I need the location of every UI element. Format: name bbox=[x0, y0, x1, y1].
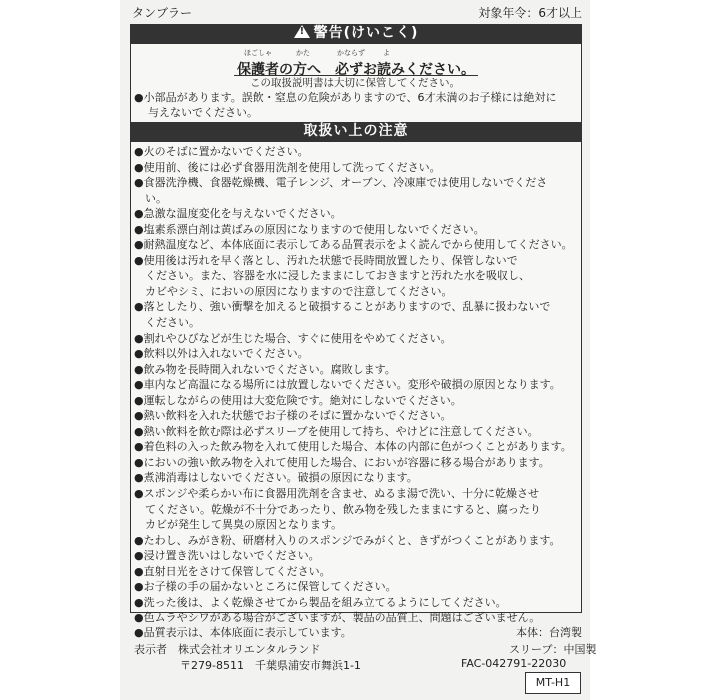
warning-notice: 保護者の方へ 必ずお読みください。 bbox=[237, 62, 475, 78]
handling-item: ●熱い飲料を飲む際は必ずスリーブを使用して持ち、やけどに注意してください。 bbox=[134, 424, 539, 438]
handling-item: ●飲み物を長時間入れないでください。腐敗します。 bbox=[134, 362, 396, 376]
handling-item: ●浸け置き洗いはしないでください。 bbox=[134, 549, 320, 563]
furigana-kata: かた bbox=[296, 49, 310, 57]
warning-body-line2: 与えないでください。 bbox=[148, 106, 258, 119]
handling-item: てください。乾燥が不十分であったり、飲み物を残したままにすると、腐ったり bbox=[134, 502, 541, 516]
furigana-yo: よ bbox=[383, 49, 390, 57]
handling-item: ●においの強い飲み物を入れて使用した場合、においが容器に移る場合があります。 bbox=[134, 455, 550, 469]
company: 表示者 株式会社オリエンタルランド bbox=[134, 643, 321, 656]
handling-item: ●車内など高温になる場所には放置しないでください。変形や破損の原因となります。 bbox=[134, 378, 561, 392]
handling-item: ●洗った後は、よく乾燥させてから製品を組み立てるようにしてください。 bbox=[134, 595, 507, 609]
handling-item: ●耐熱温度など、本体底面に表示してある品質表示をよく読んでから使用してください。 bbox=[134, 238, 573, 252]
handling-item: い。 bbox=[134, 191, 167, 205]
handling-header bbox=[130, 122, 582, 141]
warning-header bbox=[130, 24, 582, 43]
handling-item: ●使用後は汚れを早く落とし、汚れた状態で長時間放置したり、保管しないで bbox=[134, 253, 518, 267]
handling-item: ●煮沸消毒はしないでください。破損の原因になります。 bbox=[134, 471, 418, 485]
handling-item: ●たわし、みがき粉、研磨材入りのスポンジでみがくと、きずがつくことがあります。 bbox=[134, 533, 561, 547]
warning-title: 警告(けいこく) bbox=[313, 25, 419, 41]
origin-sleeve: スリーブ：中国製 bbox=[509, 643, 597, 656]
furigana-hogosha: ほごしゃ bbox=[244, 49, 272, 57]
origin-body: 本体：台湾製 bbox=[516, 626, 582, 639]
product-code: FAC-042791-22030 bbox=[461, 657, 567, 670]
handling-item: ●飲料以外は入れないでください。 bbox=[134, 347, 309, 361]
warning-triangle-icon: ! bbox=[294, 25, 310, 38]
product-name: タンブラー bbox=[132, 6, 193, 20]
handling-item: ●着色料の入った飲み物を入れて使用した場合、本体の内部に色がつくことがあります。 bbox=[134, 440, 572, 454]
warning-sub: この取扱説明書は大切に保管してください。 bbox=[250, 77, 460, 89]
mt-code: MT-H1 bbox=[525, 672, 581, 694]
handling-item: ●落としたり、強い衝撃を加えると破損することがありますので、乱暴に扱わないで bbox=[134, 300, 551, 314]
handling-item: ●お子様の手の届かないところに保管してください。 bbox=[134, 580, 397, 594]
handling-item: ください。 bbox=[134, 316, 200, 330]
handling-item: ●塩素系漂白剤は黄ばみの原因になりますので使用しないでください。 bbox=[134, 222, 485, 236]
handling-item: ●熱い飲料を入れた状態でお子様のそばに置かないでください。 bbox=[134, 409, 452, 423]
target-age: 対象年令：6才以上 bbox=[478, 6, 582, 20]
handling-item: ●色ムラやシワがある場合がございますが、製品の品質上、問題はございません。 bbox=[134, 611, 541, 625]
handling-item: ●食器洗浄機、食器乾燥機、電子レンジ、オーブン、冷凍庫では使用しないでくださ bbox=[134, 176, 548, 190]
handling-item: ●急激な温度変化を与えないでください。 bbox=[134, 207, 342, 221]
address: 〒279-8511 千葉県浦安市舞浜1-1 bbox=[180, 659, 361, 672]
handling-item: ●使用前、後には必ず食器用洗剤を使用して洗ってください。 bbox=[134, 160, 441, 174]
handling-title: 取扱い上の注意 bbox=[303, 123, 409, 139]
handling-item: カビやシミ、においの原因になりますので注意してください。 bbox=[134, 284, 453, 298]
handling-item: ●火のそばに置かないでください。 bbox=[134, 145, 309, 158]
handling-item: ●運転しながらの使用は大変危険です。絶対にしないでください。 bbox=[134, 393, 462, 407]
handling-list bbox=[134, 144, 580, 626]
handling-item: カビが発生して異臭の原因となります。 bbox=[134, 518, 343, 532]
handling-item: ●直射日光をさけて保管してください。 bbox=[134, 564, 331, 578]
handling-item: ●割れやひびなどが生じた場合、すぐに使用をやめてください。 bbox=[134, 331, 452, 345]
quality-note: ●品質表示は、本体底面に表示しています。 bbox=[134, 626, 352, 639]
handling-item: ください。また、容器を水に浸したままにしておきますと汚れた水を吸収し、 bbox=[134, 269, 530, 283]
furigana-kanarazu: かならず bbox=[337, 49, 365, 57]
handling-item: ●スポンジや柔らかい布に食器用洗剤を含ませ、ぬるま湯で洗い、十分に乾燥させ bbox=[134, 487, 539, 501]
warning-body-line1: ●小部品があります。誤飲・窒息の危険がありますので、6才未満のお子様には絶対に bbox=[134, 91, 557, 104]
